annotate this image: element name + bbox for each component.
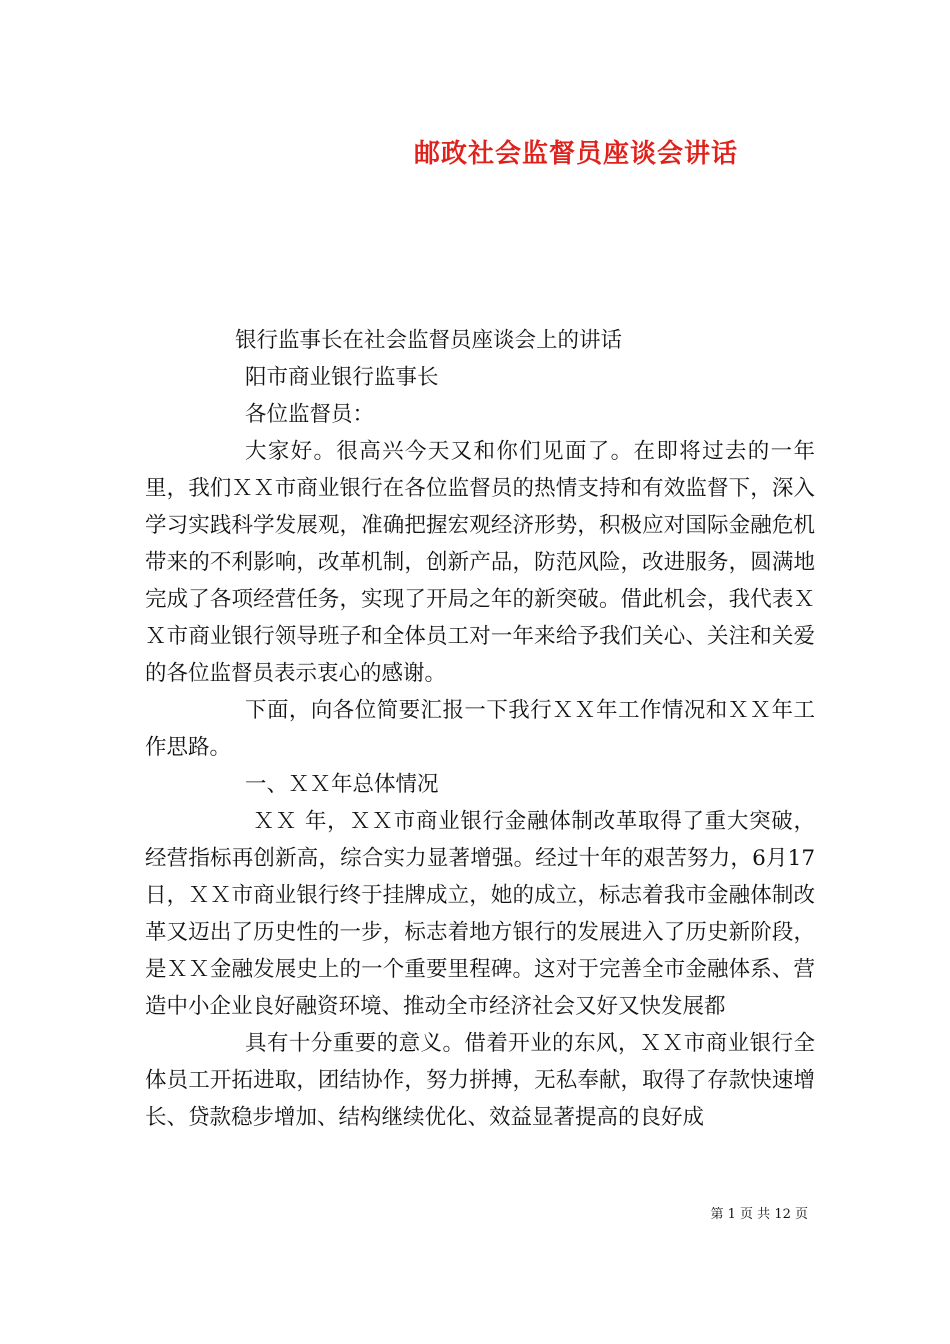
paragraph: 下面，向各位简要汇报一下我行ＸＸ年工作情况和ＸＸ年工作思路。 <box>145 698 815 760</box>
salutation: 各位监督员： <box>245 402 375 427</box>
paragraph: 大家好。很高兴今天又和你们见面了。在即将过去的一年里，我们ＸＸ市商业银行在各位监督员的热情支持和有效监督下，深入学习实践科学发展观，准确把握宏观经济形势，积极应对国际金融危机带来的不利影响，改革机制，创新产品，防范风险，改进服务，圆满地完成了各项经营任务，实现了开局之年的新突破。借此机会，我代表ＸＸ市商业银行领导班子和全体员工对一年来给予我们关心、关注和关爱的各位监督员表示衷心的感谢。 <box>145 439 815 686</box>
document-title: 邮政社会监督员座谈会讲话 <box>414 139 739 169</box>
document-body <box>145 322 815 1136</box>
speech-heading: 银行监事长在社会监督员座谈会上的讲话 <box>235 328 623 353</box>
page-number: 第 1 页 共 12 页 <box>710 1207 808 1222</box>
speaker-line: 阳市商业银行监事长 <box>245 365 439 390</box>
paragraph: 具有十分重要的意义。借着开业的东风，ＸＸ市商业银行全体员工开拓进取，团结协作，努力拼搏，无私奉献，取得了存款快速增长、贷款稳步增加、结构继续优化、效益显著提高的良好成 <box>145 1031 815 1130</box>
section-heading: 一、ＸＸ年总体情况 <box>245 772 439 797</box>
paragraph: ＸＸ 年，ＸＸ市商业银行金融体制改革取得了重大突破，经营指标再创新高，综合实力显著增强。经过十年的艰苦努力，6月17日，ＸＸ市商业银行终于挂牌成立，她的成立，标志着我市金融体制改革又迈出了历史性的一步，标志着地方银行的发展进入了历史新阶段，是ＸＸ金融发展史上的一个重要里程碑。这对于完善全市金融体系、营造中小企业良好融资环境、推动全市经济社会又好又快发展都 <box>145 809 815 1019</box>
